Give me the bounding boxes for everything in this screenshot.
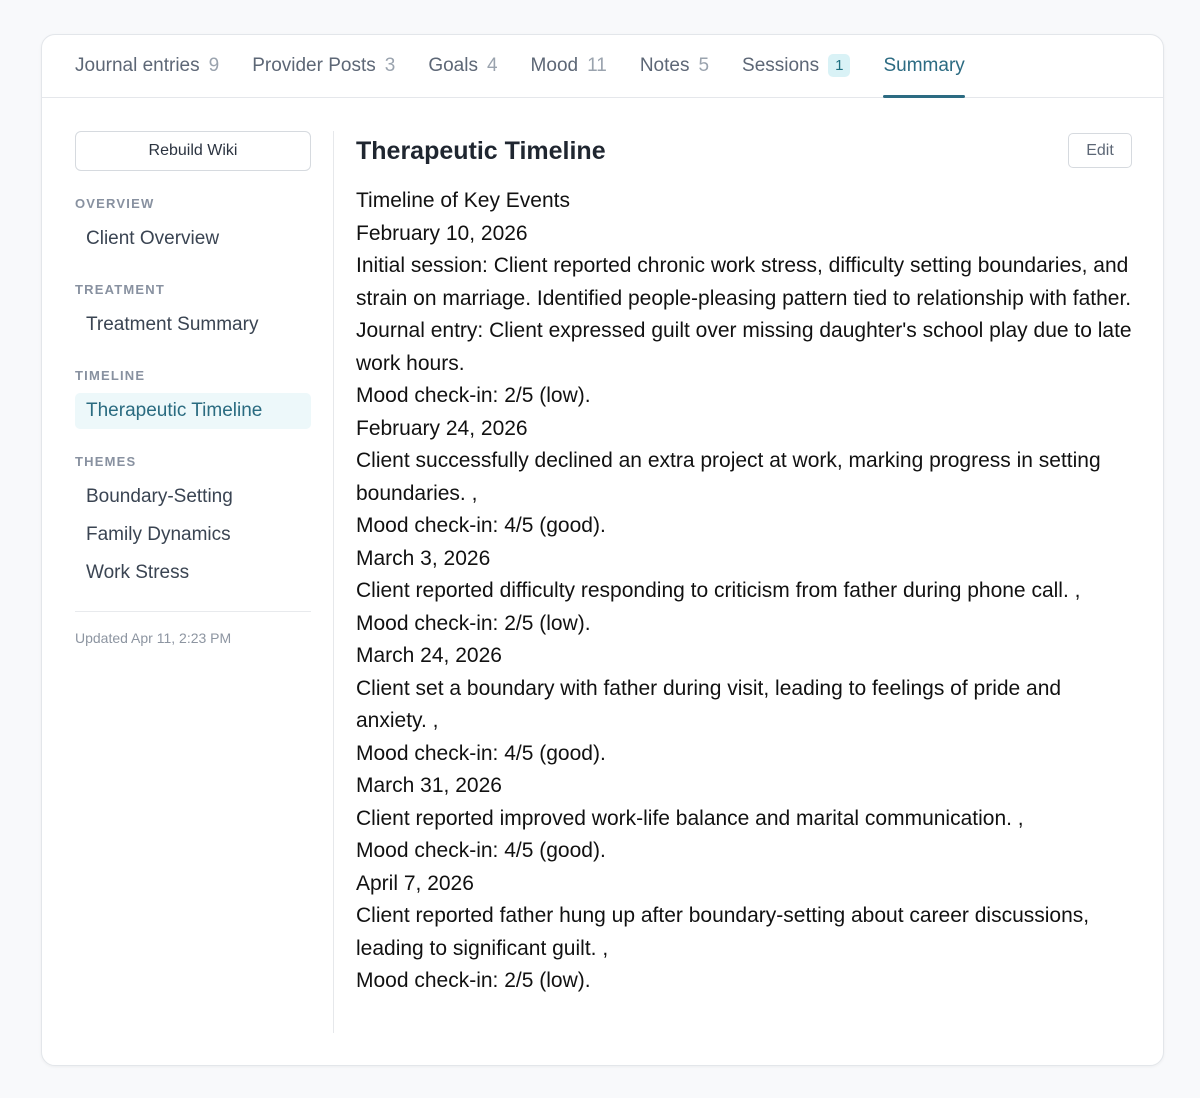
section-label-treatment: TREATMENT	[75, 282, 165, 297]
nav-item-treatment-summary[interactable]: Treatment Summary	[86, 314, 259, 335]
tab-count: 11	[587, 54, 607, 76]
wiki-sidebar	[75, 131, 311, 646]
tab-label: Sessions	[742, 54, 820, 76]
mood-check-in: Mood check-in: 4/5 (good).	[356, 514, 606, 537]
tab-count: 5	[698, 54, 710, 76]
tab-bar	[42, 35, 1163, 98]
nav-item-client-overview[interactable]: Client Overview	[86, 228, 220, 249]
tab-label: Summary	[883, 54, 965, 76]
timeline-event: Initial session: Client reported chronic work stress, difficulty setting boundaries, and strain on marriage. Identified people-pleasing pattern tied to relationship with father.	[356, 254, 1132, 310]
section-label-overview: OVERVIEW	[75, 196, 155, 211]
mood-check-in: Mood check-in: 4/5 (good).	[356, 839, 606, 862]
page-title: Therapeutic Timeline	[356, 137, 606, 165]
wiki-page	[356, 131, 1132, 998]
tab-notes[interactable]	[640, 34, 709, 97]
tab-sessions[interactable]	[742, 34, 850, 97]
mood-check-in: Mood check-in: 2/5 (low).	[356, 384, 591, 407]
sidebar-divider	[75, 611, 311, 612]
timeline-date: March 3, 2026	[356, 546, 491, 570]
mood-check-in: Mood check-in: 2/5 (low).	[356, 969, 591, 992]
tab-summary[interactable]	[883, 34, 964, 97]
tab-count: 4	[486, 54, 498, 76]
nav-item-therapeutic-timeline[interactable]: Therapeutic Timeline	[75, 393, 311, 429]
timeline-date: April 7, 2026	[356, 871, 474, 895]
mood-check-in: Mood check-in: 2/5 (low).	[356, 611, 591, 635]
tab-label: Notes	[639, 54, 690, 76]
nav-item-work-stress[interactable]: Work Stress	[86, 562, 190, 583]
rebuild-wiki-button[interactable]: Rebuild Wiki	[75, 131, 311, 171]
timeline-event: Client reported difficulty responding to criticism from father during phone call. ,	[356, 579, 1081, 602]
tab-label: Mood	[530, 54, 579, 76]
mood-check-in: Mood check-in: 4/5 (good).	[356, 741, 606, 765]
tab-count: 3	[384, 54, 396, 76]
nav-item-boundary-setting[interactable]: Boundary-Setting	[86, 486, 233, 507]
timeline-event: Journal entry: Client expressed guilt over missing daughter's school play due to late work hours.	[356, 319, 1132, 375]
page-header	[356, 131, 1132, 171]
tab-goals[interactable]	[428, 34, 497, 97]
tab-label: Provider Posts	[252, 54, 376, 76]
section-label-timeline: TIMELINE	[75, 368, 146, 383]
tab-count: 9	[208, 54, 220, 76]
timeline-event: Client reported father hung up after boundary-setting about career discussions, leading to significant guilt. ,	[356, 904, 1090, 960]
tab-label: Goals	[428, 54, 478, 76]
timeline-date: February 24, 2026	[356, 416, 528, 440]
tab-label: Journal entries	[75, 54, 200, 76]
tab-provider-posts[interactable]	[252, 34, 395, 97]
timeline-date: March 31, 2026	[356, 774, 502, 797]
wiki-card	[41, 34, 1164, 1066]
tab-badge: 1	[828, 54, 850, 77]
timeline-event: Client set a boundary with father during visit, leading to feelings of pride and anxiety. ,	[356, 676, 1062, 732]
page-content	[356, 185, 1132, 998]
edit-button[interactable]: Edit	[1068, 133, 1132, 168]
nav-item-family-dynamics[interactable]: Family Dynamics	[86, 524, 231, 545]
content-heading: Timeline of Key Events	[356, 189, 570, 212]
tab-journal-entries[interactable]	[75, 34, 219, 97]
tab-mood[interactable]	[531, 34, 607, 97]
timeline-event: Client successfully declined an extra project at work, marking progress in setting boundaries. ,	[356, 449, 1101, 505]
timeline-date: March 24, 2026	[356, 644, 502, 667]
section-label-themes: THEMES	[75, 454, 137, 469]
vertical-divider	[333, 131, 334, 1033]
timeline-date: February 10, 2026	[356, 221, 528, 245]
timeline-event: Client reported improved work-life balance and marital communication. ,	[356, 806, 1024, 830]
updated-timestamp: Updated Apr 11, 2:23 PM	[75, 630, 232, 646]
